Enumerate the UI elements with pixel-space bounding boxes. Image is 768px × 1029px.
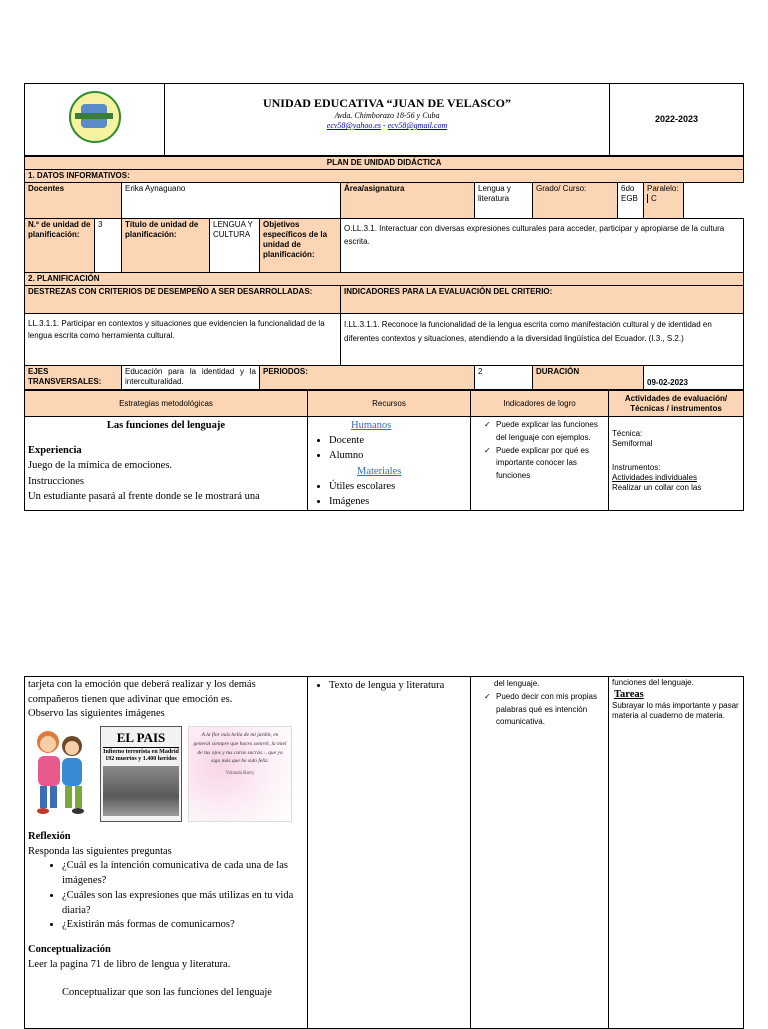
page-1 <box>24 83 743 511</box>
school-address: Avda. Chimborazo 18-56 y Cuba <box>334 111 440 120</box>
email-link-2[interactable]: ecv58@gmail.com <box>387 121 448 130</box>
grado-label: Grado/ Curso: <box>533 183 618 219</box>
docentes-value: Erika Aynaguano <box>122 183 341 219</box>
titulo-label: Título de unidad de planificación: <box>122 219 210 273</box>
area-value: Lengua y literatura <box>475 183 533 219</box>
school-year: 2022-2023 <box>610 84 744 156</box>
unidad-label: N.º de unidad de planificación: <box>25 219 95 273</box>
section-planificacion: 2. PLANIFICACIÓN <box>25 273 744 286</box>
col-indicadores: Indicadores de logro <box>471 391 609 417</box>
info-table <box>24 156 744 390</box>
area-label: Área/asignatura <box>341 183 475 219</box>
actividades-cell-p1: Técnica: Semiformal Instrumentos: Actividades individuales Realizar un collar con las <box>609 417 744 511</box>
col-estrategias: Estrategias metodológicas <box>25 391 308 417</box>
ejes-label: EJES TRANSVERSALES: <box>25 366 122 390</box>
experiencia-heading: Experiencia <box>28 445 82 457</box>
col-recursos: Recursos <box>308 391 471 417</box>
plan-title: PLAN DE UNIDAD DIDÁCTICA <box>25 157 744 170</box>
grado-value: 6do EGB <box>618 183 644 219</box>
objetivos-label: Objetivos específicos de la unidad de planificación: <box>260 219 341 273</box>
destrezas-label: DESTREZAS CON CRITERIOS DE DESEMPEÑO A SER DESARROLLADAS: <box>25 286 341 314</box>
titulo-value: LENGUA Y CULTURA <box>210 219 260 273</box>
lesson-title: Las funciones del lenguaje <box>106 420 226 431</box>
strategies-table-continued <box>24 676 744 1029</box>
newspaper-image: EL PAIS Infierno terrorista en Madrid 192 muertos y 1.400 heridos <box>100 726 182 822</box>
images-row <box>28 726 304 822</box>
indicadores-label: INDICADORES PARA LA EVALUACIÓN DEL CRITERIO: <box>341 286 744 314</box>
periodos-value: 2 <box>475 366 533 390</box>
destreza-text: LL.3.1.1. Participar en contextos y situaciones que evidencien la funcionalidad de la lengua escrita como herramienta cultural. <box>25 314 341 366</box>
unidad-value: 3 <box>95 219 122 273</box>
docentes-label: Docentes <box>25 183 122 219</box>
header-table <box>24 83 744 156</box>
school-emails: ecv58@yahoo.es - ecv58@gmail.com <box>326 121 448 130</box>
tareas-heading: Tareas <box>614 689 644 700</box>
paralelo-label: Paralelo: C <box>644 183 684 219</box>
reflexion-heading: Reflexión <box>28 831 71 843</box>
duracion-value: 09-02-2023 <box>644 366 744 390</box>
col-actividades: Actividades de evaluación/ Técnicas / instrumentos <box>609 391 744 417</box>
conceptualizacion-heading: Conceptualización <box>28 943 111 955</box>
actividades-cell-p2: funciones del lenguaje. Tareas Subrayar lo más importante y pasar materia al cuaderno de materia. <box>609 677 744 1029</box>
school-name: UNIDAD EDUCATIVA “JUAN DE VELASCO” <box>262 96 512 110</box>
school-logo <box>69 91 121 143</box>
ejes-value: Educación para la identidad y la interculturalidad. <box>122 366 260 390</box>
kids-hug-image <box>28 726 94 818</box>
logo-cell <box>25 84 165 156</box>
newspaper-photo <box>103 766 179 816</box>
indicador-text: I.LL.3.1.1. Reconoce la funcionalidad de la lengua escrita como manifestación cultural y de identidad en diferentes contextos y situaciones, atendiendo a la diversidad lingüística del Ecuador. (I.3., S.2.) <box>341 314 744 366</box>
indicadores-cell-p1: ✓ Puede explicar las funciones del lenguaje con ejemplos. ✓ Puede explicar por qué es importante conocer las funciones <box>471 417 609 511</box>
strategies-table <box>24 390 744 511</box>
indicadores-cell-p2: del lenguaje. ✓ Puedo decir con mis propias palabras qué es intención comunicativa. <box>471 677 609 1029</box>
poem-card-image: A la flor más bella de mi jardín, en general siempre que haces sonreír, la miel de tus ojos y tus caras sacrás… que yo sigo más que he sido feliz. Yolanda Barry <box>188 726 292 822</box>
objetivos-value: O.LL.3.1. Interactuar con diversas expresiones culturales para acceder, participar y apropiarse de la cultura escrita. <box>341 219 744 273</box>
recursos-cell-p2: • Texto de lengua y literatura <box>308 677 471 1029</box>
email-link-1[interactable]: ecv58@yahoo.es <box>326 121 381 130</box>
humanos-heading: Humanos <box>351 420 392 431</box>
section-datos: 1. DATOS INFORMATIVOS: <box>25 170 744 183</box>
periodos-label: PERIODOS: <box>260 366 475 390</box>
school-info-cell <box>165 84 610 156</box>
estrategias-cell-p1: Las funciones del lenguaje Experiencia Juego de la mímica de emociones. Instrucciones Un estudiante pasará al frente donde se le mostrará una <box>25 417 308 511</box>
duracion-label: DURACIÓN <box>533 366 644 390</box>
estrategias-cell-p2: tarjeta con la emoción que deberá realizar y los demás compañeros tienen que adivinar que emoción es. Observo las siguientes imágenes EL PAIS Infierno terrorista en Madrid 192 muertos y 1.400 heridos A la flor más bella de mi jardín, en general siempre que haces sonreír, la miel de tus ojos y tus caras sacrás… que yo sigo más que he sido feliz. Yolanda Barry Reflexión Responda las siguientes preguntas • ¿Cuál es la intención comunicativa de cada una de las imágenes? • ¿Cuáles son las expresiones que más utilizas en tu vida diaria? • ¿Existirán más formas de comunicarnos? Conceptualización Leer la pagina 71 de libro de lengua y literatura. Conceptualizar que son las funciones del lenguaje <box>25 677 308 1029</box>
recursos-cell-p1: Humanos • Docente • Alumno Materiales • Útiles escolares • Imágenes <box>308 417 471 511</box>
page-2 <box>24 676 743 1029</box>
materiales-heading: Materiales <box>357 465 402 477</box>
